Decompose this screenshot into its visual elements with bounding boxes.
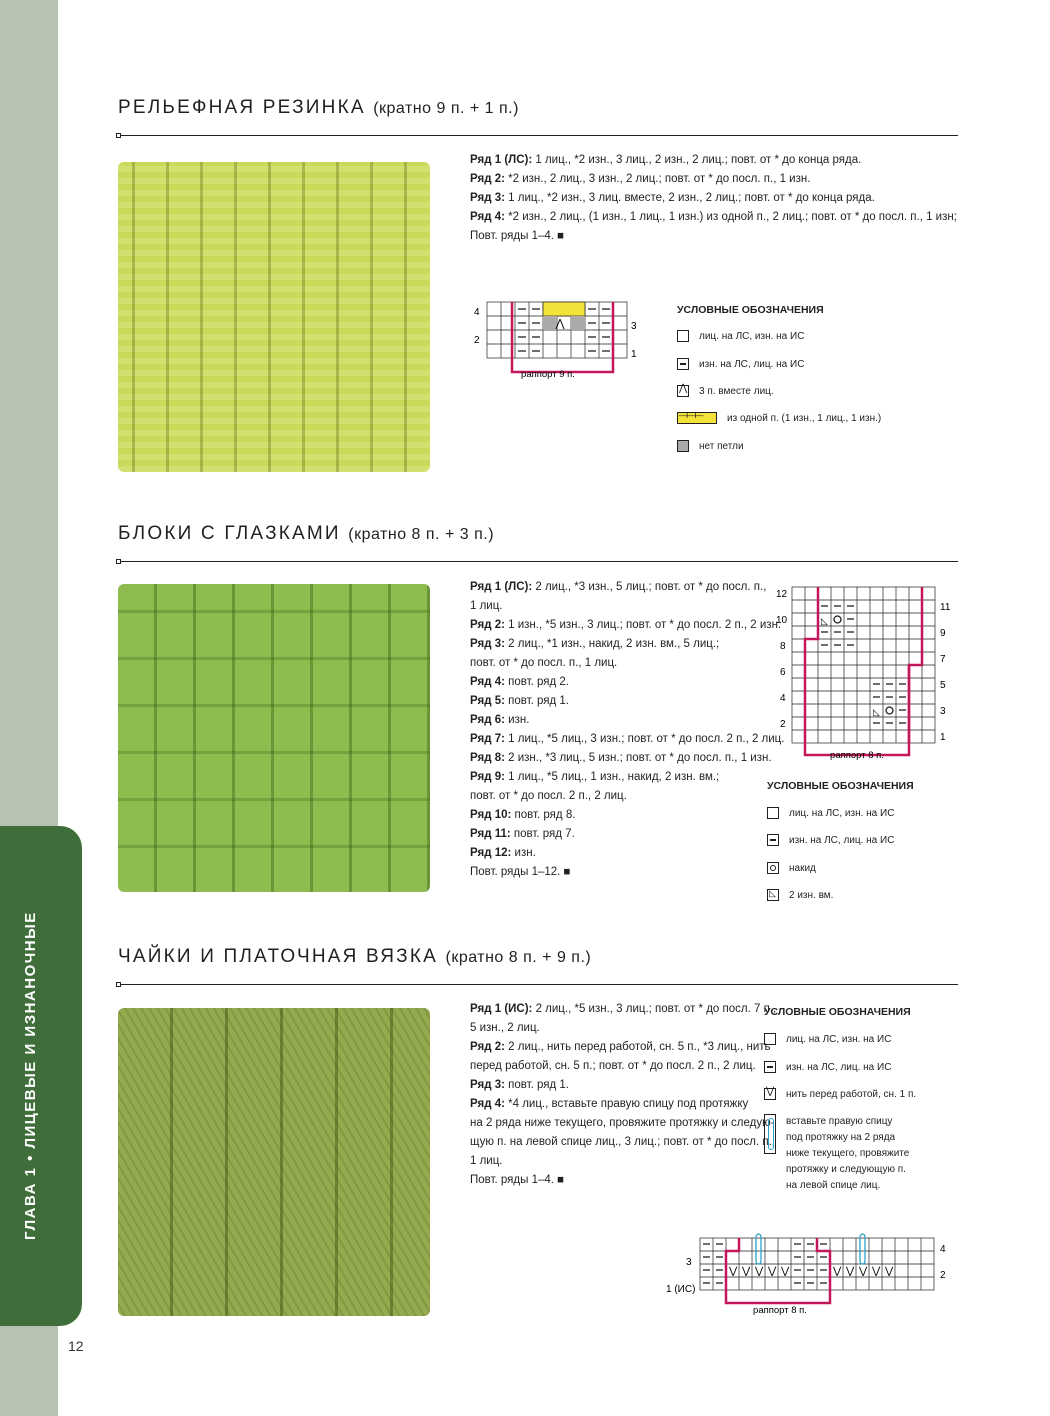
- legend-item: изн. на ЛС, лиц. на ИС: [677, 358, 804, 370]
- instruction-row: Ряд 7: 1 лиц., *5 лиц., 3 изн.; повт. от * до посл. 2 п., 2 лиц.: [470, 733, 785, 745]
- instruction-row: Ряд 4: *4 лиц., вставьте правую спицу под протяжку: [470, 1098, 749, 1110]
- chapter-title: ГЛАВА 1 • ЛИЦЕВЫЕ И ИЗНАНОЧНЫЕ: [22, 911, 39, 1240]
- knit-swatch-photo: [118, 162, 430, 472]
- chart-repeat-label: раппорт 8 п.: [753, 1305, 807, 1316]
- stitch-chart: [470, 296, 650, 386]
- stitch-chart: [660, 1230, 960, 1320]
- chart-row-number: 10: [776, 615, 788, 626]
- pattern-title-text: ЧАЙКИ И ПЛАТОЧНАЯ ВЯЗКА: [118, 946, 438, 967]
- chart-row-number: 4: [474, 307, 480, 318]
- instruction-row: Ряд 1 (ЛС): 2 лиц., *3 изн., 5 лиц.; повт. от * до посл. п.,: [470, 581, 767, 593]
- chart-row-number: 2: [474, 335, 480, 346]
- increase-symbol-icon: [677, 412, 717, 424]
- instruction-row: Ряд 10: повт. ряд 8.: [470, 809, 576, 821]
- slip-wyif-symbol-icon: [764, 1088, 776, 1100]
- legend-item: вставьте правую спицу под протяжку на 2 ряда ниже текущего, провяжите протяжку и следующую п. на левой спице лиц.: [764, 1114, 909, 1194]
- section-rule-dot: [116, 559, 121, 564]
- purl-symbol-icon: [764, 1061, 776, 1073]
- section-rule-dot: [116, 133, 121, 138]
- legend-item: лиц. на ЛС, изн. на ИС: [677, 330, 804, 342]
- instruction-repeat: Повт. ряды 1–12. ■: [470, 866, 571, 878]
- chart-row-number: 11: [940, 602, 951, 613]
- k3tog-symbol-icon: [677, 385, 689, 397]
- svg-text:⋁: ⋁: [846, 1266, 855, 1277]
- svg-text:⋁: ⋁: [859, 1266, 868, 1277]
- knit-symbol-icon: [764, 1033, 776, 1045]
- chart-repeat-label: раппорт 9 п.: [521, 369, 575, 380]
- legend-title: УСЛОВНЫЕ ОБОЗНАЧЕНИЯ: [677, 304, 824, 316]
- instruction-row: Ряд 8: 2 изн., *3 лиц., 5 изн.; повт. от * до посл. п., 1 изн.: [470, 752, 772, 764]
- svg-text:⋁: ⋁: [768, 1266, 777, 1277]
- pattern-multiple: (кратно 9 п. + 1 п.): [373, 100, 519, 117]
- chart-row-number: 2: [940, 1270, 946, 1281]
- p2tog-symbol-icon: [767, 889, 779, 901]
- knit-swatch-photo: [118, 584, 430, 892]
- legend-item: накид: [767, 862, 816, 874]
- pattern-multiple: (кратно 8 п. + 9 п.): [445, 949, 592, 966]
- chart-row-number: 4: [940, 1244, 946, 1255]
- chart-row-number: 2: [780, 719, 786, 730]
- instruction-row: Ряд 4: повт. ряд 2.: [470, 676, 570, 688]
- pattern-title: [118, 946, 591, 968]
- chart-repeat-label: раппорт 8 п.: [830, 750, 884, 761]
- svg-text:◺: ◺: [873, 707, 880, 717]
- chapter-tab: [0, 826, 82, 1326]
- pattern-title-text: БЛОКИ С ГЛАЗКАМИ: [118, 523, 341, 544]
- chart-row-number: 3: [686, 1257, 692, 1268]
- yarn-over-symbol-icon: [767, 862, 779, 874]
- chart-row-number: 6: [780, 667, 786, 678]
- pattern-title-text: РЕЛЬЕФНАЯ РЕЗИНКА: [118, 97, 366, 118]
- knit-symbol-icon: [677, 330, 689, 342]
- svg-text:⋁: ⋁: [833, 1266, 842, 1277]
- pattern-title: [118, 523, 494, 545]
- legend-title: УСЛОВНЫЕ ОБОЗНАЧЕНИЯ: [767, 780, 914, 792]
- instruction-row: Ряд 6: изн.: [470, 714, 530, 726]
- legend-item: нет петли: [677, 440, 744, 452]
- chart-row-number: 9: [940, 628, 946, 639]
- instructions: [470, 151, 957, 246]
- legend-item: ⋀ 3 п. вместе лиц.: [677, 385, 774, 397]
- svg-text:⋀: ⋀: [555, 318, 565, 330]
- legend-item: —I—I— из одной п. (1 изн., 1 лиц., 1 изн.): [677, 412, 881, 424]
- knit-symbol-icon: [767, 807, 779, 819]
- chart-row-number: 3: [631, 321, 637, 332]
- instruction-repeat: Повт. ряды 1–4. ■: [470, 1174, 565, 1186]
- instruction-row: Ряд 11: повт. ряд 7.: [470, 828, 575, 840]
- section-rule: [118, 984, 958, 985]
- instruction-row: Ряд 5: повт. ряд 1.: [470, 695, 570, 707]
- legend-item: изн. на ЛС, лиц. на ИС: [767, 834, 894, 846]
- page-number: 12: [68, 1338, 84, 1354]
- chart-row-number: 1: [940, 732, 946, 743]
- chart-row-number: 8: [780, 641, 786, 652]
- instruction-row: Ряд 3: 2 лиц., *1 изн., накид, 2 изн. вм., 5 лиц.;: [470, 638, 720, 650]
- instruction-row: Ряд 9: 1 лиц., *5 лиц., 1 изн., накид, 2 изн. вм.;: [470, 771, 720, 783]
- instruction-row: перед работой, сн. 5 п.; повт. от * до посл. 2 п., 2 лиц.: [470, 1060, 756, 1072]
- instruction-row: повт. от * до посл. 2 п., 2 лиц.: [470, 790, 627, 802]
- svg-text:⋁: ⋁: [872, 1266, 881, 1277]
- needle-symbol-icon: [764, 1114, 776, 1154]
- svg-text:⋁: ⋁: [885, 1266, 894, 1277]
- instruction-row: Ряд 1 (ЛС): 1 лиц., *2 изн., 3 лиц., 2 изн., 2 лиц.; повт. от * до конца ряда.: [470, 154, 862, 166]
- section-rule: [118, 135, 958, 136]
- instruction-row: Ряд 2: 1 изн., *5 изн., 3 лиц.; повт. от * до посл. 2 п., 2 изн.: [470, 619, 782, 631]
- instruction-row: Ряд 4: *2 изн., 2 лиц., (1 изн., 1 лиц., 1 изн.) из одной п., 2 лиц.; повт. от * до посл. п., 1 изн;: [470, 211, 957, 223]
- chart-row-number: 3: [940, 706, 946, 717]
- stitch-chart: [770, 583, 960, 763]
- instruction-row: 1 лиц.: [470, 1155, 503, 1167]
- chart-row-number: 1: [631, 349, 637, 360]
- section-rule-dot: [116, 982, 121, 987]
- svg-text:⋁: ⋁: [781, 1266, 790, 1277]
- purl-symbol-icon: [767, 834, 779, 846]
- pattern-multiple: (кратно 8 п. + 3 п.): [348, 526, 495, 543]
- svg-text:⋁: ⋁: [755, 1266, 764, 1277]
- svg-text:◺: ◺: [821, 616, 828, 626]
- legend-item: лиц. на ЛС, изн. на ИС: [767, 807, 894, 819]
- section-rule: [118, 561, 958, 562]
- instruction-row: 5 изн., 2 лиц.: [470, 1022, 540, 1034]
- chart-row-number: 5: [940, 680, 946, 691]
- instruction-row: щую п. на левой спице лиц., 3 лиц.; повт. от * до посл. п.,: [470, 1136, 776, 1148]
- instruction-row: Ряд 2: *2 изн., 2 лиц., 3 изн., 2 лиц.; повт. от * до посл. п., 1 изн.: [470, 173, 811, 185]
- chart-row-number: 4: [780, 693, 786, 704]
- instruction-row: Ряд 2: 2 лиц., нить перед работой, сн. 5 п., *3 лиц., нить: [470, 1041, 771, 1053]
- instruction-row: Ряд 12: изн.: [470, 847, 536, 859]
- instructions: [470, 1000, 776, 1190]
- instruction-row: 1 лиц.: [470, 600, 503, 612]
- legend-item: ⋁ нить перед работой, сн. 1 п.: [764, 1088, 916, 1100]
- chart-row-number: 7: [940, 654, 946, 665]
- instruction-row: повт. от * до посл. п., 1 лиц.: [470, 657, 618, 669]
- no-stitch-symbol-icon: [677, 440, 689, 452]
- legend-item: изн. на ЛС, лиц. на ИС: [764, 1061, 891, 1073]
- instruction-row: Ряд 1 (ИС): 2 лиц., *5 изн., 3 лиц.; повт. от * до посл. 7 п.,: [470, 1003, 777, 1015]
- knit-swatch-photo: [118, 1008, 430, 1316]
- pattern-title: [118, 97, 519, 119]
- instruction-repeat: Повт. ряды 1–4. ■: [470, 230, 565, 242]
- purl-symbol-icon: [677, 358, 689, 370]
- instructions: [470, 578, 784, 882]
- instruction-row: Ряд 3: повт. ряд 1.: [470, 1079, 570, 1091]
- chart-row-number: 1 (ИС): [666, 1284, 696, 1295]
- svg-text:⋁: ⋁: [742, 1266, 751, 1277]
- svg-text:⋁: ⋁: [729, 1266, 738, 1277]
- legend-item: ◺ 2 изн. вм.: [767, 889, 833, 901]
- instruction-row: Ряд 3: 1 лиц., *2 изн., 3 лиц. вместе, 2 изн., 2 лиц.; повт. от * до конца ряда.: [470, 192, 875, 204]
- chart-row-number: 12: [776, 589, 788, 600]
- legend-item: лиц. на ЛС, изн. на ИС: [764, 1033, 891, 1045]
- legend-title: УСЛОВНЫЕ ОБОЗНАЧЕНИЯ: [764, 1006, 911, 1018]
- instruction-row: на 2 ряда ниже текущего, провяжите протяжку и следую-: [470, 1117, 775, 1129]
